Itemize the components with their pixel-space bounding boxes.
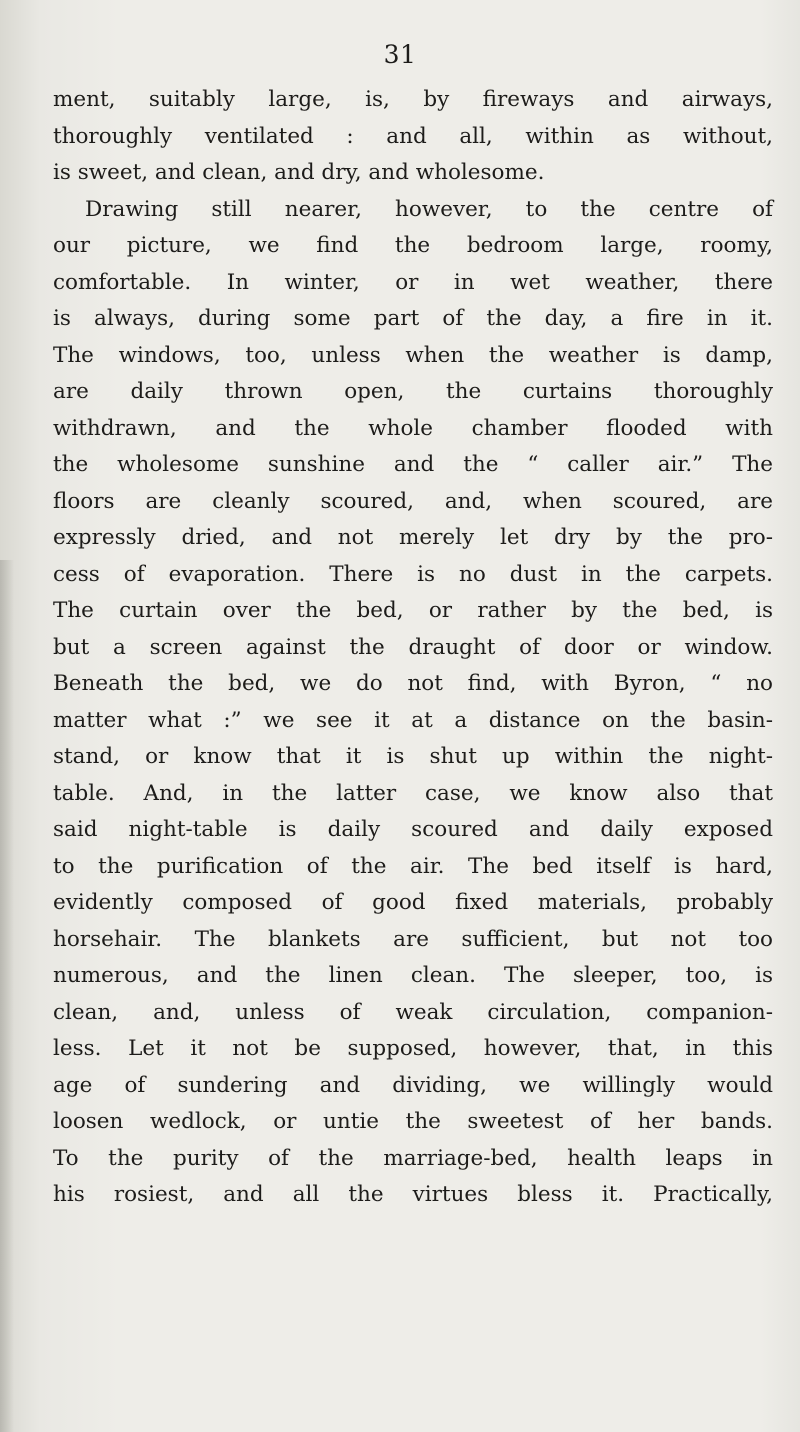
text-line: The curtain over the bed, or rather by the bed, is bbox=[53, 598, 773, 623]
text-line: Beneath the bed, we do not find, with Byron, “ no bbox=[53, 671, 773, 696]
text-line: comfortable. In winter, or in wet weather, there bbox=[53, 269, 773, 295]
body-text bbox=[53, 82, 773, 1214]
text-line: said night-table is daily scoured and daily exposed bbox=[53, 817, 773, 842]
text-line: numerous, and the linen clean. The sleeper, too, is bbox=[53, 963, 773, 988]
text-line: evidently composed of good fixed materials, probably bbox=[53, 890, 773, 915]
text-line: to the purification of the air. The bed itself is hard, bbox=[53, 853, 773, 879]
text-line: his rosiest, and all the virtues bless it. Practically, bbox=[53, 1182, 773, 1207]
text-line: expressly dried, and not merely let dry by the pro- bbox=[53, 525, 773, 550]
text-line: cess of evaporation. There is no dust in the carpets. bbox=[53, 561, 773, 587]
text-line: thoroughly ventilated : and all, within as without, bbox=[53, 123, 773, 149]
text-line: Drawing still nearer, however, to the centre of bbox=[85, 196, 773, 222]
text-line: stand, or know that it is shut up within the night- bbox=[53, 744, 773, 769]
text-line: less. Let it not be supposed, however, that, in this bbox=[53, 1036, 773, 1061]
text-line: our picture, we find the bedroom large, roomy, bbox=[53, 233, 773, 258]
text-line: To the purity of the marriage-bed, health leaps in bbox=[53, 1145, 773, 1171]
text-line: table. And, in the latter case, we know also that bbox=[53, 780, 773, 806]
page-number: 31 bbox=[383, 40, 417, 69]
text-line: matter what :” we see it at a distance on the basin- bbox=[53, 707, 773, 733]
text-line: ment, suitably large, is, by fireways and airways, bbox=[53, 87, 773, 112]
text-line: but a screen against the draught of door or window. bbox=[53, 634, 773, 660]
text-line: horsehair. The blankets are sufficient, but not too bbox=[53, 926, 773, 952]
text-line: withdrawn, and the whole chamber flooded with bbox=[53, 415, 773, 441]
text-line: are daily thrown open, the curtains thoroughly bbox=[53, 379, 773, 404]
text-line: The windows, too, unless when the weather is damp, bbox=[53, 342, 773, 368]
text-line: clean, and, unless of weak circulation, companion- bbox=[53, 999, 773, 1025]
text-line: is sweet, and clean, and dry, and wholesome. bbox=[53, 160, 545, 185]
text-line: is always, during some part of the day, a fire in it. bbox=[53, 306, 773, 331]
text-line: floors are cleanly scoured, and, when scoured, are bbox=[53, 488, 773, 514]
text-line: the wholesome sunshine and the “ caller air.” The bbox=[53, 452, 773, 477]
binding-shadow bbox=[0, 560, 14, 1432]
text-line: age of sundering and dividing, we willingly would bbox=[53, 1072, 773, 1098]
text-line: loosen wedlock, or untie the sweetest of her bands. bbox=[53, 1109, 773, 1134]
